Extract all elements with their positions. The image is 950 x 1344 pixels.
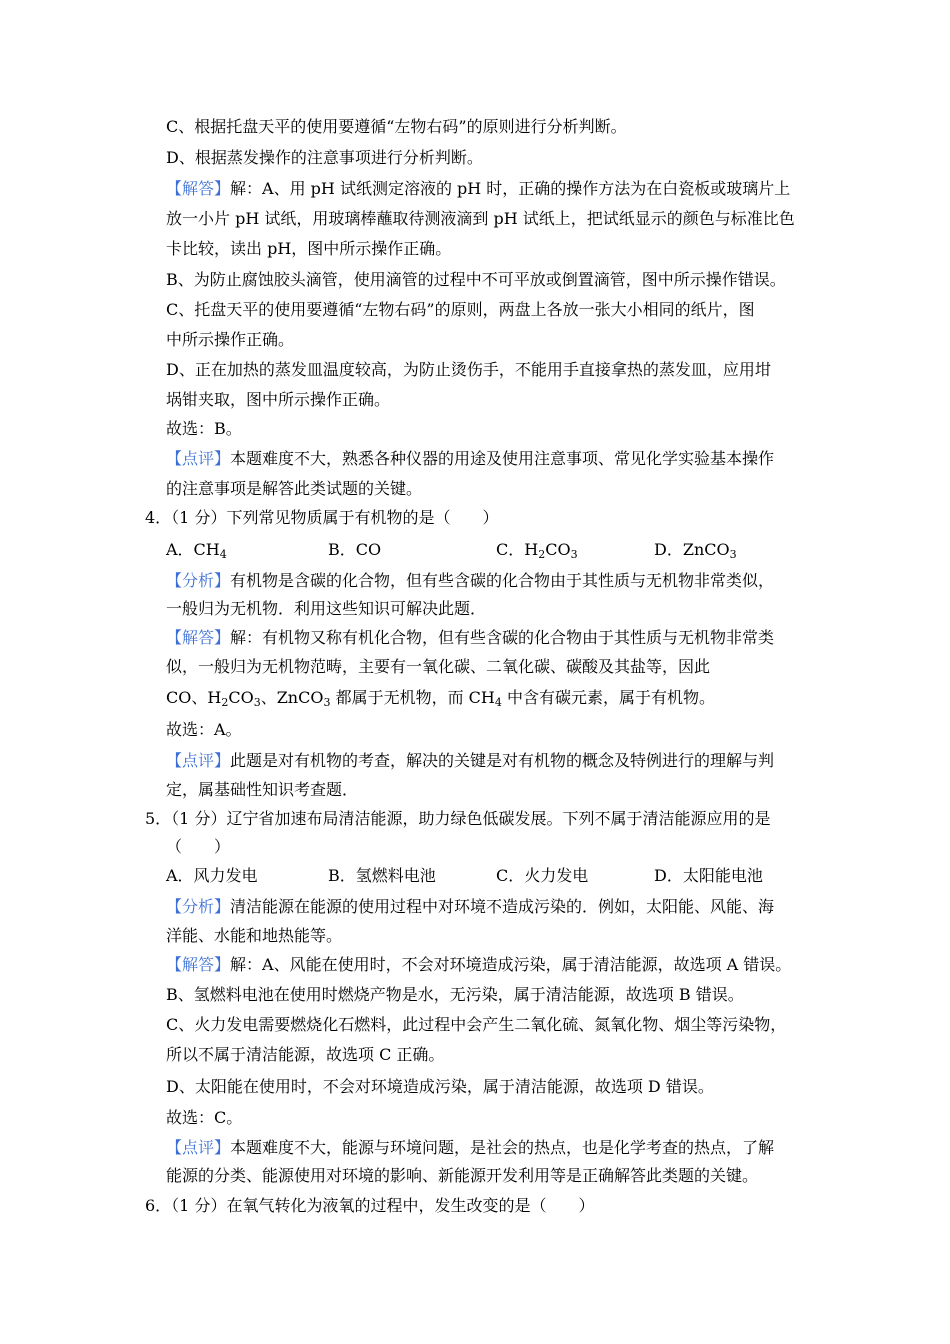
q3-answer-c2: 中所示操作正确。 (166, 330, 295, 349)
q5-answer-b: B、氢燃料电池在使用时燃烧产物是水，无污染，属于清洁能源，故选项 B 错误。 (166, 985, 744, 1004)
q5-choice: 故选：C。 (166, 1108, 243, 1127)
comment-tag: 【点评】 (166, 449, 231, 468)
q4-option-d: D．ZnCO$_3$ (654, 540, 737, 561)
q5-option-b: B．氢燃料电池 (328, 866, 436, 885)
q3-comment-line2: 的注意事项是解答此类试题的关键。 (166, 479, 423, 498)
q5-stem-paren: （ ） (166, 837, 231, 856)
q5-answer-c2: 所以不属于清洁能源，故选项 C 正确。 (166, 1045, 445, 1064)
q3-answer-line3: 卡比较，读出 pH，图中所示操作正确。 (166, 239, 452, 258)
q6-stem: 6．（1 分）在氧气转化为液氧的过程中，发生改变的是（ ） (145, 1196, 595, 1215)
q3-choice: 故选：B。 (166, 419, 242, 438)
q4-answer-line3: CO、$H_2CO_3$、ZnCO$_3$ 都属于无机物，而 $CH_4$ 中含有碳元素，属于有机物。 (166, 688, 715, 709)
q4-choice: 故选：A。 (166, 720, 242, 739)
q5-analysis-line1: 【分析】清洁能源在能源的使用过程中对环境不造成污染的．例如，太阳能、风能、海 (166, 897, 775, 916)
q4-option-a: A．$CH_4$ (166, 540, 227, 561)
q4-answer-line2: 似，一般归为无机物范畴，主要有一氧化碳、二氧化碳、碳酸及其盐等，因此 (166, 657, 711, 676)
q5-option-a: A．风力发电 (166, 866, 258, 885)
q3-analysis-c: C、根据托盘天平的使用要遵循“左物右码”的原则进行分析判断。 (166, 117, 627, 136)
q4-analysis-line1: 【分析】有机物是含碳的化合物，但有些含碳的化合物由于其性质与无机物非常类似， (166, 571, 775, 590)
q5-answer-a: 【解答】解：A、风能在使用时，不会对环境造成污染，属于清洁能源，故选项 A 错误。 (166, 955, 792, 974)
q3-answer-b: B、为防止腐蚀胶头滴管，使用滴管的过程中不可平放或倒置滴管，图中所示操作错误。 (166, 270, 786, 289)
q5-option-c: C．火力发电 (496, 866, 589, 885)
analysis-tag: 【分析】 (166, 897, 231, 916)
q5-analysis-line2: 洋能、水能和地热能等。 (166, 926, 343, 945)
q5-stem: 5．（1 分）辽宁省加速布局清洁能源，助力绿色低碳发展。下列不属于清洁能源应用的是 (145, 809, 771, 828)
q3-answer-d2: 埚钳夹取，图中所示操作正确。 (166, 390, 391, 409)
answer-tag: 【解答】 (166, 955, 231, 974)
q4-option-b: B．CO (328, 540, 382, 559)
q4-comment-line1: 【点评】此题是对有机物的考查，解决的关键是对有机物的概念及特例进行的理解与判 (166, 751, 775, 770)
q4-analysis-line2: 一般归为无机物．利用这些知识可解决此题． (166, 599, 487, 618)
q4-option-c: C．$H_2CO_3$ (496, 540, 578, 561)
q4-answer-line1: 【解答】解：有机物又称有机化合物，但有些含碳的化合物由于其性质与无机物非常类 (166, 628, 775, 647)
q4-comment-line2: 定，属基础性知识考查题． (166, 780, 359, 799)
q3-comment-line1: 【点评】本题难度不大，熟悉各种仪器的用途及使用注意事项、常见化学实验基本操作 (166, 449, 775, 468)
q3-answer-d1: D、正在加热的蒸发皿温度较高，为防止烫伤手，不能用手直接拿热的蒸发皿，应用坩 (166, 360, 771, 379)
q5-comment-line1: 【点评】本题难度不大，能源与环境问题，是社会的热点，也是化学考查的热点，了解 (166, 1138, 775, 1157)
answer-tag: 【解答】 (166, 179, 231, 198)
comment-tag: 【点评】 (166, 1138, 231, 1157)
q3-answer-line2: 放一小片 pH 试纸，用玻璃棒蘸取待测液滴到 pH 试纸上，把试纸显示的颜色与标准比色 (166, 209, 795, 228)
answer-tag: 【解答】 (166, 628, 231, 647)
analysis-tag: 【分析】 (166, 571, 231, 590)
q5-answer-c1: C、火力发电需要燃烧化石燃料，此过程中会产生二氧化硫、氮氧化物、烟尘等污染物， (166, 1015, 787, 1034)
q5-option-d: D．太阳能电池 (654, 866, 763, 885)
q3-answer-c1: C、托盘天平的使用要遵循“左物右码”的原则，两盘上各放一张大小相同的纸片，图 (166, 300, 755, 319)
q4-stem: 4．（1 分）下列常见物质属于有机物的是（ ） (145, 508, 499, 527)
q3-analysis-d: D、根据蒸发操作的注意事项进行分析判断。 (166, 148, 483, 167)
comment-tag: 【点评】 (166, 751, 231, 770)
q3-answer-line1: 【解答】解：A、用 pH 试纸测定溶液的 pH 时，正确的操作方法为在白瓷板或玻璃片上 (166, 179, 791, 198)
q5-comment-line2: 能源的分类、能源使用对环境的影响、新能源开发利用等是正确解答此类题的关键。 (166, 1166, 759, 1185)
q5-answer-d: D、太阳能在使用时，不会对环境造成污染，属于清洁能源，故选项 D 错误。 (166, 1077, 714, 1096)
